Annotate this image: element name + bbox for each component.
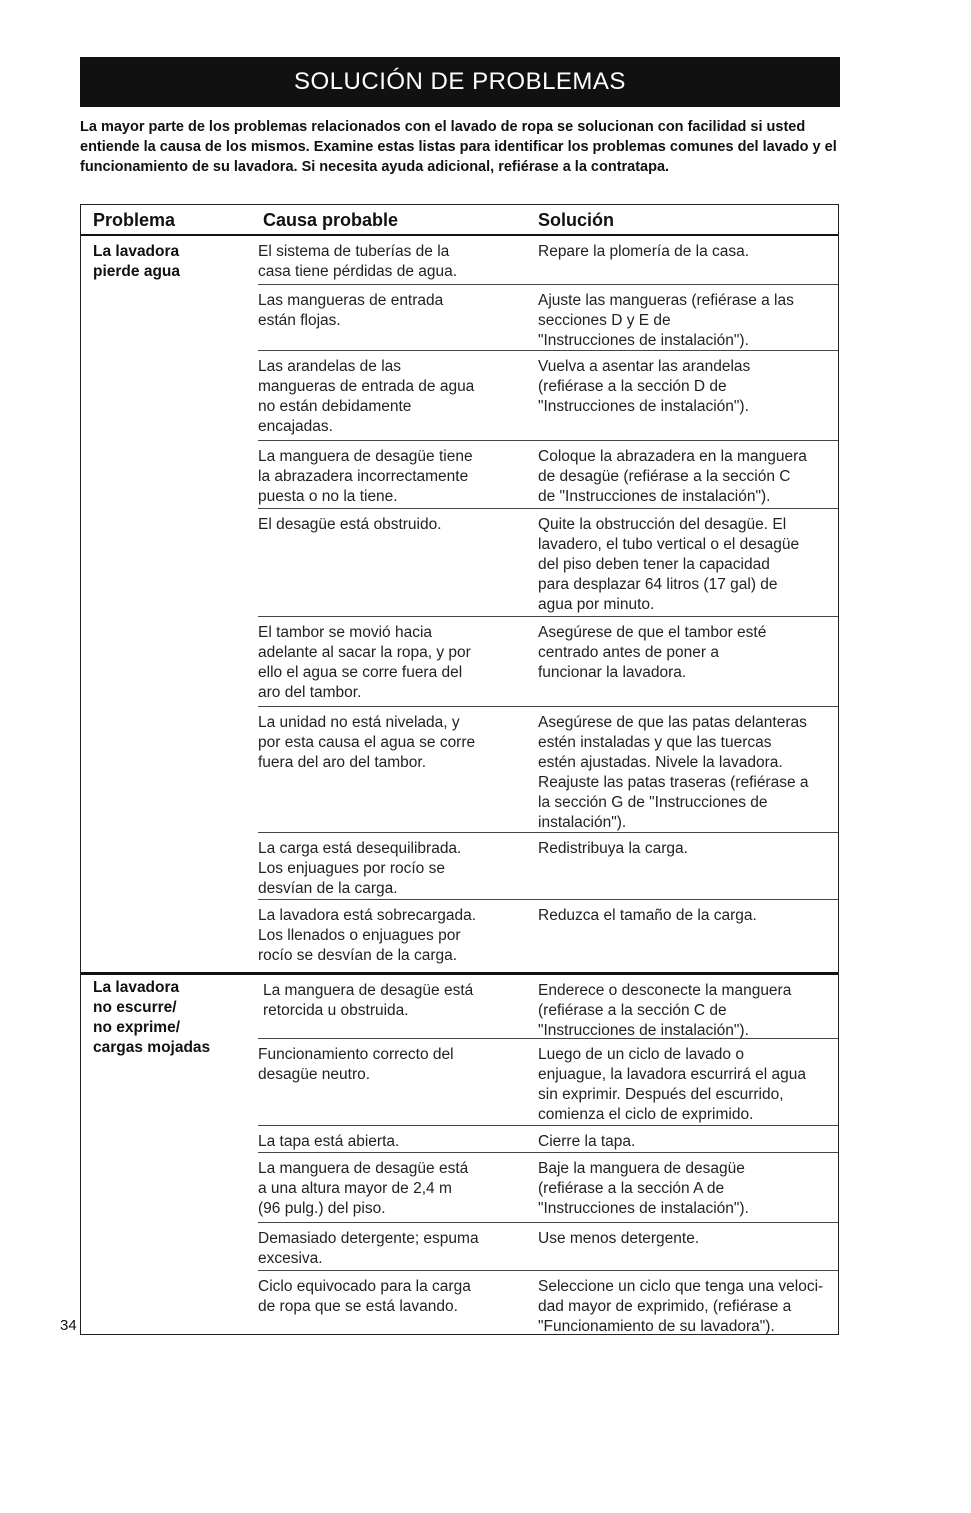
table-row [258, 706, 838, 831]
solution-cell: Ajuste las mangueras (refiérase a las secciones D y E de "Instrucciones de instalación"). [538, 292, 794, 349]
table-row [258, 832, 838, 897]
cause-cell: Las arandelas de las mangueras de entrada de agua no están debidamente encajadas. [258, 358, 475, 435]
cause-cell: El desagüe está obstruido. [258, 516, 442, 533]
table-row [258, 440, 838, 505]
problem-cell: La lavadora pierde agua [93, 243, 180, 280]
cause-cell: La manguera de desagüe está retorcida u obstruida. [263, 982, 474, 1019]
table-row [258, 899, 838, 964]
solution-cell: Reduzca el tamaño de la carga. [538, 907, 757, 924]
solution-cell: Asegúrese de que el tambor esté centrado antes de poner a funcionar la lavadora. [538, 624, 767, 681]
cause-cell: Ciclo equivocado para la carga de ropa que se está lavando. [258, 1278, 471, 1315]
cause-cell: El sistema de tuberías de la casa tiene pérdidas de agua. [258, 243, 458, 280]
header-cause: Causa probable [263, 210, 399, 230]
table-row [258, 1152, 838, 1217]
cause-cell: La carga está desequilibrada. Los enjuagues por rocío se desvían de la carga. [258, 840, 462, 897]
page-number: 34 [60, 1317, 77, 1334]
cause-cell: Funcionamiento correcto del desagüe neutro. [258, 1046, 454, 1083]
table-row [258, 616, 838, 701]
cause-cell: La tapa está abierta. [258, 1133, 400, 1150]
cause-cell: La manguera de desagüe está a una altura mayor de 2,4 m (96 pulg.) del piso. [258, 1160, 469, 1217]
cause-cell: La manguera de desagüe tiene la abrazadera incorrectamente puesta o no la tiene. [258, 448, 473, 505]
header-problem: Problema [93, 210, 176, 230]
header-solution: Solución [538, 210, 614, 230]
solution-cell: Quite la obstrucción del desagüe. El lavadero, el tubo vertical o el desagüe del piso deben tener la capacidad para desplazar 64 litros (17 gal) de agua por minuto. [538, 516, 800, 613]
solution-cell: Use menos detergente. [538, 1230, 700, 1247]
solution-cell: Coloque la abrazadera en la manguera de desagüe (refiérase a la sección C de "Instrucciones de instalación"). [538, 448, 807, 505]
solution-cell: Luego de un ciclo de lavado o enjuague, la lavadora escurrirá el agua sin exprimir. Después del escurrido, comienza el ciclo de exprimido. [538, 1046, 806, 1123]
table-row [258, 1222, 838, 1267]
solution-cell: Baje la manguera de desagüe (refiérase a la sección A de "Instrucciones de instalación"). [538, 1160, 749, 1217]
problem-cell: La lavadora no escurre/ no exprime/ cargas mojadas [93, 979, 211, 1056]
cause-cell: El tambor se movió hacia adelante al sacar la ropa, y por ello el agua se corre fuera del aro del tambor. [258, 624, 471, 701]
solution-cell: Repare la plomería de la casa. [538, 243, 750, 260]
table-row [258, 1125, 838, 1150]
table-row [258, 508, 838, 613]
solution-cell: Vuelva a asentar las arandelas (refiérase a la sección D de "Instrucciones de instalación"). [538, 358, 751, 415]
page-number-divider [80, 1318, 81, 1335]
solution-cell: Seleccione un ciclo que tenga una veloci- dad mayor de exprimido, (refiérase a "Funcionamiento de su lavadora"). [538, 1278, 824, 1335]
cause-cell: La lavadora está sobrecargada. Los llenados o enjuagues por rocío se desvían de la carga. [258, 907, 477, 964]
cause-cell: La unidad no está nivelada, y por esta causa el agua se corre fuera del aro del tambor. [258, 714, 476, 771]
solution-cell: Enderece o desconecte la manguera (refiérase a la sección C de "Instrucciones de instalación"). [538, 982, 792, 1039]
troubleshooting-table [80, 204, 839, 1335]
intro-paragraph: La mayor parte de los problemas relacionados con el lavado de ropa se solucionan con facilidad si usted entiende la causa de los mismos. Examine estas listas para identificar los problemas comunes del lavado y el funcionamiento de su lavadora. Si necesita ayuda adicional, refiérase a la contratapa. [80, 119, 837, 175]
table-row [258, 1270, 838, 1335]
page-title: SOLUCIÓN DE PROBLEMAS [80, 57, 840, 107]
solution-cell: Asegúrese de que las patas delanteras estén instaladas y que las tuercas estén ajustadas. Nivele la lavadora. Reajuste las patas traseras (refiérase a la sección G de "Instrucciones de instalación"). [538, 714, 809, 831]
table-row [258, 350, 838, 435]
solution-cell: Cierre la tapa. [538, 1133, 636, 1150]
table-row [258, 284, 838, 349]
cause-cell: Demasiado detergente; espuma excesiva. [258, 1230, 479, 1267]
table-row [258, 1038, 838, 1123]
solution-cell: Redistribuya la carga. [538, 840, 688, 857]
table-header [81, 205, 838, 236]
cause-cell: Las mangueras de entrada están flojas. [258, 292, 444, 329]
